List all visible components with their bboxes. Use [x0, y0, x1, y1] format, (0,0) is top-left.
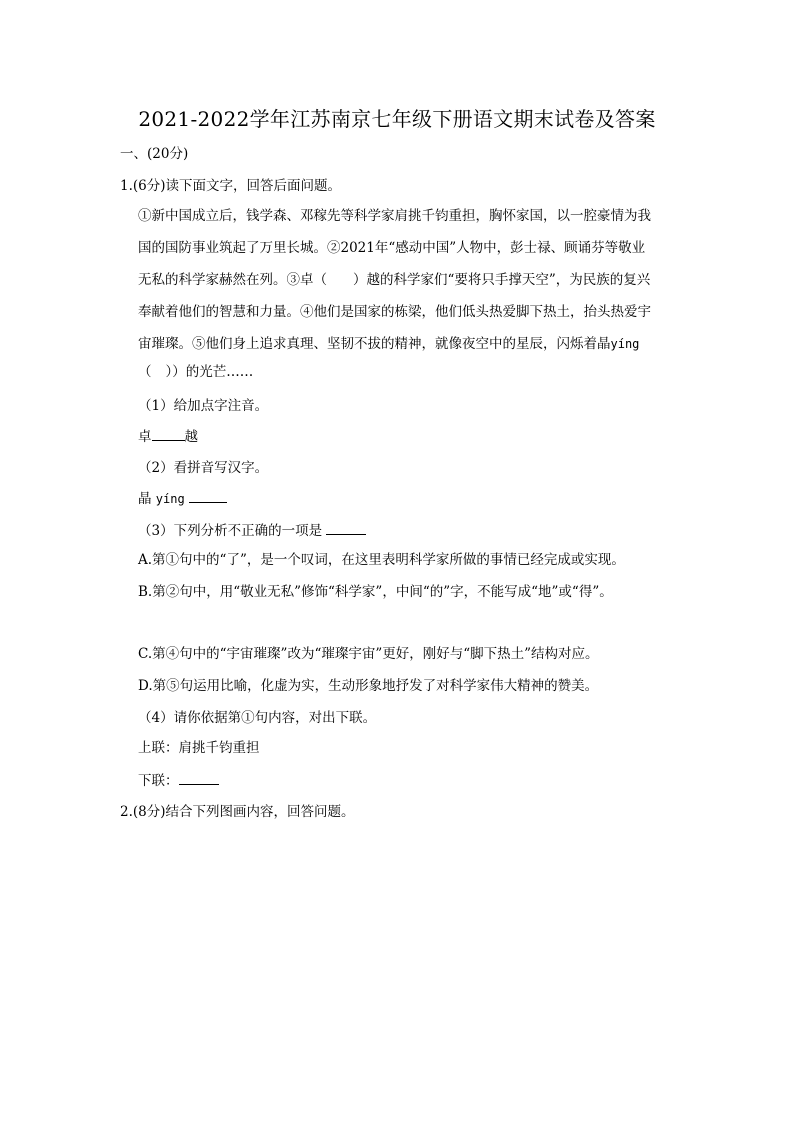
section-heading: 一、(20分): [120, 146, 189, 162]
upper-couplet: 上联：肩挑千钧重担: [138, 740, 260, 756]
sub3-answer-blank[interactable]: [326, 520, 366, 535]
passage-line-2: 国的国防事业筑起了万里长城。②2021年“感动中国”人物中，彭士禄、顾诵芬等敬业: [138, 240, 646, 256]
pinyin-ying: yíng: [610, 337, 640, 351]
passage-line-6-text: ）的光芒……: [172, 364, 254, 380]
sub-question-3-label: [138, 520, 366, 541]
option-c: C.第④句中的“宇宙璀璨”改为“璀璨宇宙”更好，刚好与“脚下热土”结构对应。: [138, 646, 599, 662]
sub-question-2-answer: [138, 488, 227, 509]
option-b: B.第②句中，用“敬业无私”修饰“科学家”，中间“的”字，不能写成“地”或“得”。: [138, 584, 613, 600]
lower-couplet-blank[interactable]: [179, 770, 219, 785]
sub-question-1-answer: [138, 426, 198, 447]
option-a: A.第①句中的“了”，是一个叹词，在这里表明科学家所做的事情已经完成或实现。: [138, 552, 625, 568]
lower-couplet-label: 下联：: [138, 773, 179, 789]
question-1-header: 1.(6分)读下面文字，回答后面问题。: [120, 178, 342, 194]
sub1-answer-blank[interactable]: [152, 426, 185, 441]
option-d: D.第⑤句运用比喻，化虚为实，生动形象地抒发了对科学家伟大精神的赞美。: [138, 678, 599, 694]
page-title: 2021-2022学年江苏南京七年级下册语文期末试卷及答案: [138, 107, 656, 131]
sub-question-2-label: （2）看拼音写汉字。: [138, 460, 269, 476]
sub3-label-text: （3）下列分析不正确的一项是: [138, 523, 323, 539]
lower-couplet: [138, 770, 219, 791]
passage-line-3-end: 越的科学家们“要将只手撑天空”，为民族的复兴: [366, 272, 651, 288]
sub2-pinyin: yíng: [155, 492, 185, 506]
passage-line-6: （ ））的光芒……: [138, 364, 254, 380]
sub2-answer-blank[interactable]: [189, 488, 227, 503]
sub1-char-zhuo: 卓: [138, 429, 152, 445]
question-2-header: 2.(8分)结合下列图画内容，回答问题。: [120, 804, 355, 820]
paren-open: （: [138, 364, 152, 380]
passage-line-4: 奉献着他们的智慧和力量。④他们是国家的栋梁，他们低头热爱脚下热土，抬头热爱宇: [138, 304, 651, 320]
passage-line-1: ①新中国成立后，钱学森、邓稼先等科学家肩挑千钧重担，胸怀家国，以一腔豪情为我: [138, 208, 651, 224]
passage-line-3-start: 无私的科学家赫然在列。③卓（: [138, 272, 327, 288]
passage-line-3: 无私的科学家赫然在列。③卓（ ）越的科学家们“要将只手撑天空”，为民族的复兴: [138, 272, 651, 288]
passage-line-5: [138, 334, 639, 354]
sub2-char-jing: 晶: [138, 491, 152, 507]
sub-question-4-label: （4）请你依据第①句内容，对出下联。: [138, 710, 377, 726]
sub1-char-yue: 越: [184, 429, 198, 445]
sub-question-1-label: （1）给加点字注音。: [138, 398, 269, 414]
passage-line-5-text: 宙璀璨。⑤他们身上追求真理、坚韧不拔的精神，就像夜空中的星辰，闪烁着晶: [138, 336, 611, 352]
